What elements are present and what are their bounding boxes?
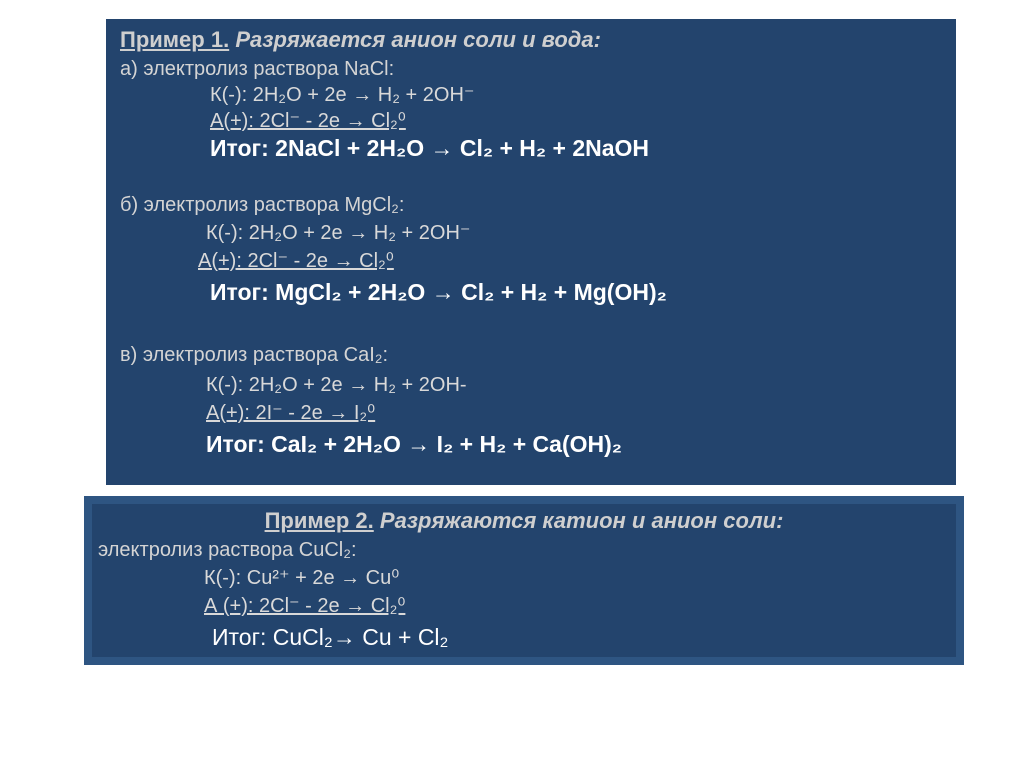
case-c-anode: А(+): 2I⁻ - 2e → I₂⁰ xyxy=(206,402,376,424)
case-b-cathode: К(-): 2H₂O + 2e → H₂ + 2OH⁻ xyxy=(206,222,471,244)
example-2-number: Пример 2. xyxy=(264,508,374,533)
example-1-number: Пример 1. xyxy=(120,27,230,52)
example-2-panel xyxy=(84,496,964,665)
case-c-cathode: К(-): 2H₂O + 2e → H₂ + 2OH- xyxy=(206,374,467,396)
example-1-panel xyxy=(106,19,956,485)
case-c-total: Итог: CaI₂ + 2H₂O → I₂ + H₂ + Ca(OH)₂ xyxy=(206,431,622,457)
case-a-total: Итог: 2NaCl + 2H₂O → Cl₂ + H₂ + 2NaOH xyxy=(210,135,650,161)
case-a-label: а) электролиз раствора NaCl: xyxy=(120,58,395,80)
example-1-title: Разряжается анион соли и вода: xyxy=(235,27,601,52)
case-b-anode: А(+): 2Cl⁻ - 2e → Cl₂⁰ xyxy=(198,250,394,272)
cucl2-label: электролиз раствора CuCl₂: xyxy=(98,539,357,561)
cucl2-anode: А (+): 2Cl⁻ - 2e → Cl₂⁰ xyxy=(204,595,406,617)
example-2-heading xyxy=(84,510,964,532)
example-2-title: Разряжаются катион и анион соли: xyxy=(379,508,784,533)
cucl2-cathode: К(-): Cu²⁺ + 2e → Cu⁰ xyxy=(204,567,400,589)
case-c-label: в) электролиз раствора CaI₂: xyxy=(120,344,389,366)
example-1-heading xyxy=(120,29,601,51)
case-b-label: б) электролиз раствора MgCl₂: xyxy=(120,194,405,216)
case-a-anode: А(+): 2Cl⁻ - 2e → Cl₂⁰ xyxy=(210,110,406,132)
case-b-total: Итог: MgCl₂ + 2H₂O → Cl₂ + H₂ + Mg(OH)₂ xyxy=(210,279,667,305)
case-a-cathode: К(-): 2H₂O + 2e → H₂ + 2OH⁻ xyxy=(210,84,475,106)
cucl2-total: Итог: CuCl₂→ Cu + Cl₂ xyxy=(212,624,449,650)
